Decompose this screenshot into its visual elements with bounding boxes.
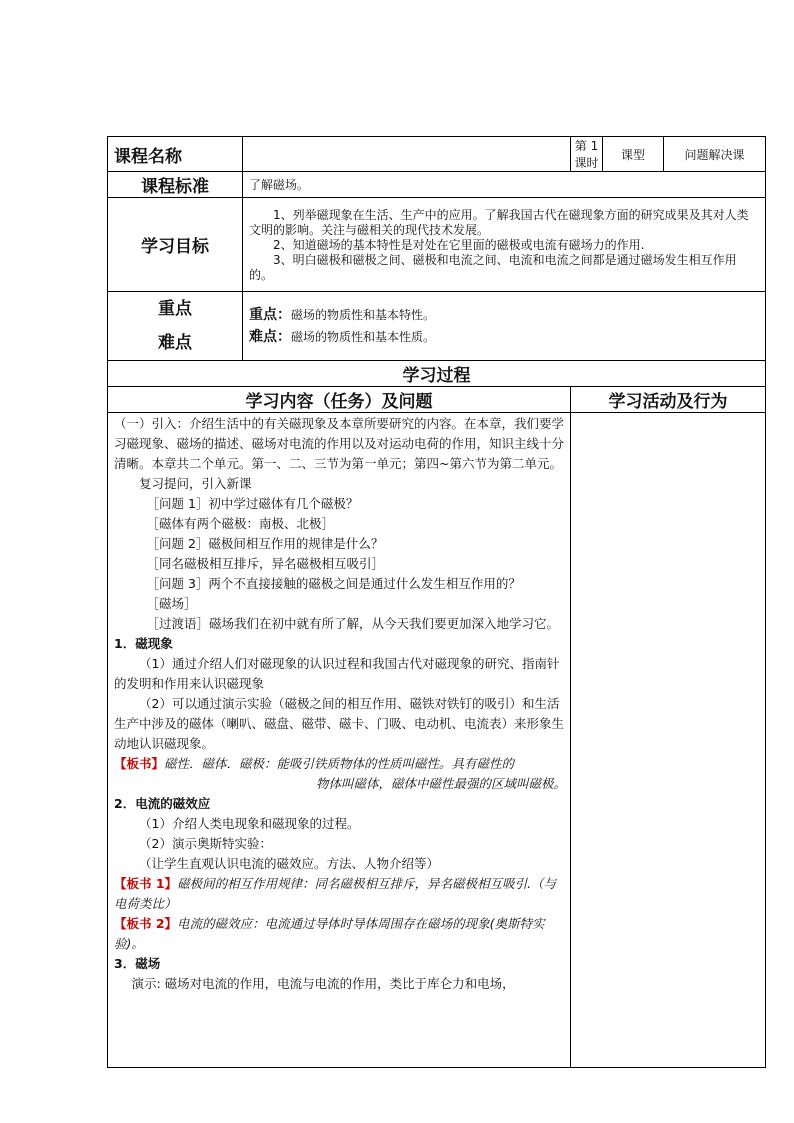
lesson-type-value: 问题解决课: [664, 137, 766, 172]
question-1: ［问题 1］初中学过磁体有几个磁极？: [146, 496, 359, 511]
answer-3: ［磁场］: [146, 596, 197, 611]
course-name-label: 课程名称: [108, 137, 243, 172]
key-label: 重点: [158, 299, 192, 319]
board-note-1-cont: 物体叫磁体，磁体中磁性最强的区域叫磁极。: [315, 776, 566, 791]
answer-2: ［同名磁极相互排斥，异名磁极相互吸引］: [146, 556, 385, 571]
section-3-para-1: 演示: 磁场对电流的作用，电流与电流的作用，类比于库仑力和电场，: [131, 976, 515, 991]
lesson-type-label: 课型: [603, 137, 664, 172]
board-text-1: 磁性．磁体．磁极：能吸引铁质物体的性质叫磁性。具有磁性的: [164, 756, 515, 771]
board-tag-2: 【板书 1】: [114, 876, 178, 891]
section-2-title: 2．电流的磁效应: [114, 796, 211, 811]
question-3: ［问题 3］两个不直接接触的磁极之间是通过什么发生相互作用的？: [146, 576, 521, 591]
keypoints-content: [243, 292, 766, 361]
standard-value: 了解磁场。: [243, 172, 766, 198]
board-tag-1: 【板书】: [114, 756, 165, 771]
process-title: 学习过程: [108, 361, 766, 387]
learning-content: [108, 413, 571, 1068]
board-text-3: 电流的磁效应：电流通过导体时导体周围存在磁场的现象(奥斯特实验)。: [114, 916, 545, 951]
question-2: ［问题 2］磁极间相互作用的规律是什么？: [146, 536, 384, 551]
process-col-activity: 学习活动及行为: [571, 387, 766, 413]
diff-prefix: 难点：: [249, 329, 291, 345]
course-name-value: [243, 137, 571, 172]
goal-item-2: 2、知道磁场的基本特性是对处在它里面的磁极或电流有磁场力的作用.: [273, 237, 645, 252]
difficult-point: [249, 326, 759, 348]
section-1-para-1: （1）通过介绍人们对磁现象的认识过程和我国古代对磁现象的研究、指南针的发明和作用来认识磁现象: [114, 656, 560, 691]
board-tag-3: 【板书 2】: [114, 916, 178, 931]
intro-text: （一）引入：介绍生活中的有关磁现象及本章所要研究的内容。在本章，我们要学习磁现象、磁场的描述、磁场对电流的作用以及对运动电荷的作用，知识主线十分清晰。本章共二个单元。第一、二、三节为第一单元；第四~第六节为第二单元。: [114, 416, 565, 471]
header-row: [108, 137, 766, 172]
lesson-plan-table: [107, 136, 766, 1068]
process-header-row: [108, 387, 766, 413]
section-3-title: 3．磁场: [114, 956, 161, 971]
goals-label: 学习目标: [108, 198, 243, 292]
goals-content: [243, 198, 766, 292]
key-point: [249, 304, 759, 326]
board-note-3: [114, 914, 566, 954]
board-note-1: [114, 754, 566, 774]
section-1-title: 1．磁现象: [114, 636, 173, 651]
process-body-row: [108, 413, 766, 1068]
goals-row: [108, 198, 766, 292]
goal-item-1: 1、列举磁现象在生活、生产中的应用。了解我国古代在磁现象方面的研究成果及其对人类文明的影响。关注与磁相关的现代技术发展。: [249, 207, 749, 237]
board-note-2: [114, 874, 566, 914]
transition-text: ［过渡语］磁场我们在初中就有所了解，从今天我们要更加深入地学习它。: [146, 616, 560, 631]
section-2-para-1: （1）介绍人类电现象和磁现象的过程。: [139, 816, 360, 831]
process-col-content: 学习内容（任务）及问题: [108, 387, 571, 413]
answer-1: ［磁体有两个磁极：南极、北极］: [146, 516, 335, 531]
goal-item-3: 3、明白磁极和磁极之间、磁极和电流之间、电流和电流之间都是通过磁场发生相互作用的。: [249, 252, 737, 282]
key-text: 磁场的物质性和基本特性。: [291, 308, 436, 322]
board-text-2: 磁极间的相互作用规律：同名磁极相互排斥，异名磁极相互吸引.（与电荷类比）: [114, 876, 557, 911]
lesson-plan-page: [107, 136, 765, 1068]
review-text: 复习提问，引入新课: [139, 476, 252, 491]
learning-activity: [571, 413, 766, 1068]
section-1-para-2: （2）可以通过演示实验（磁极之间的相互作用、磁铁对铁钉的吸引）和生活生产中涉及的磁体（喇叭、磁盘、磁带、磁卡、门吸、电动机、电流表）来形象生动地认识磁现象。: [114, 696, 565, 751]
standard-row: [108, 172, 766, 198]
difficulty-label: 难点: [158, 333, 192, 353]
section-2-para-2: （2）演示奥斯特实验：: [139, 836, 272, 851]
key-prefix: 重点：: [249, 307, 291, 323]
lesson-number: [571, 137, 603, 172]
lesson-number-text: 第 1 课时: [574, 139, 599, 170]
section-2-para-3: （让学生直观认识电流的磁效应。方法、人物介绍等）: [139, 856, 440, 871]
standard-label: 课程标准: [108, 172, 243, 198]
keypoints-row: [108, 292, 766, 361]
process-title-row: [108, 361, 766, 387]
diff-text: 磁场的物质性和基本性质。: [291, 330, 436, 344]
keypoints-label: [108, 292, 243, 361]
